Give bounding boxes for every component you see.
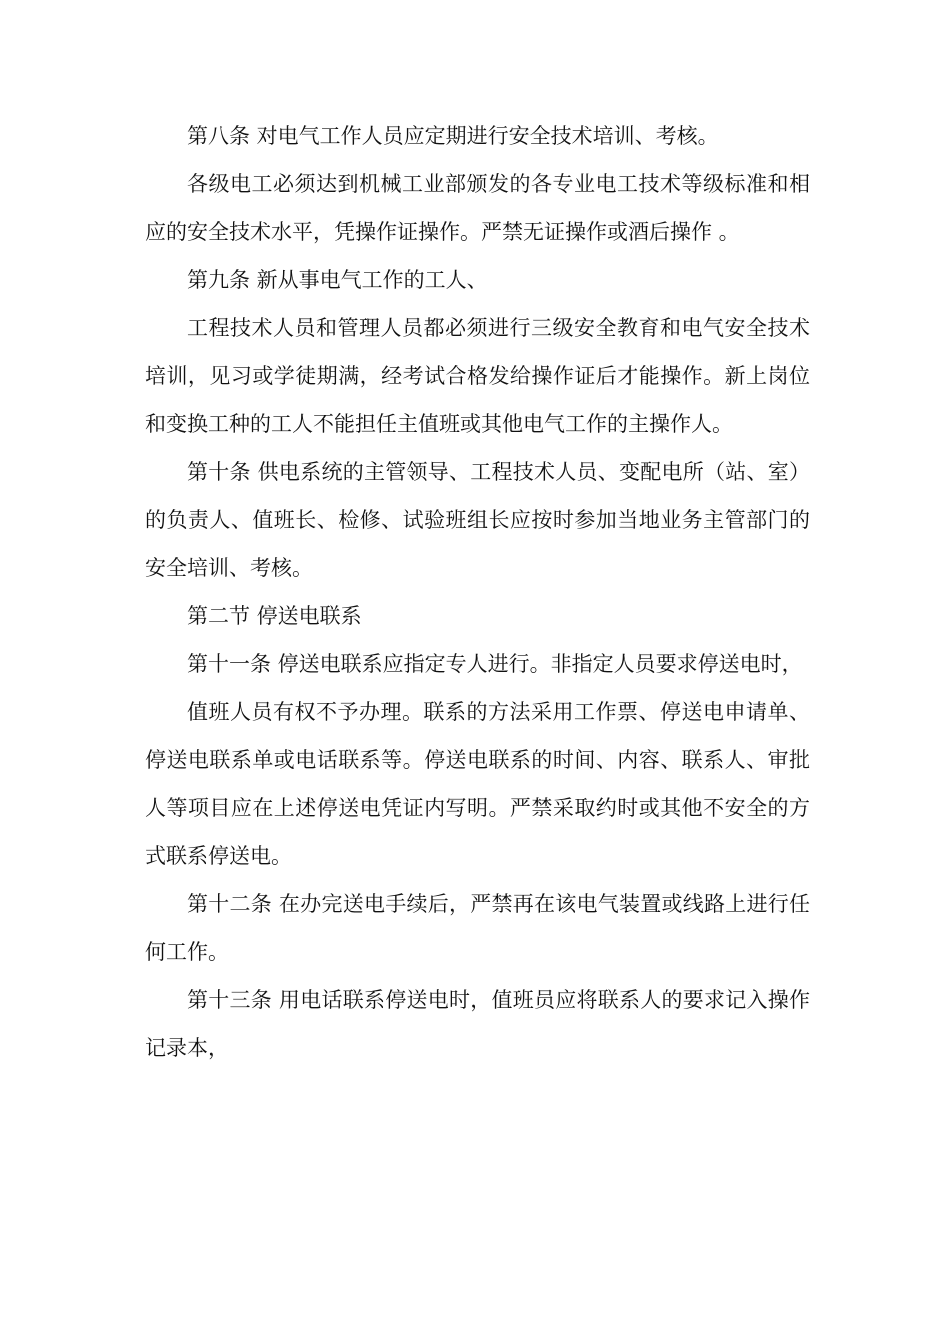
paragraph-contact-methods: 值班人员有权不予办理。联系的方法采用工作票、停送电申请单、停送电联系单或电话联系等。停送电联系的时间、内容、联系人、审批人等项目应在上述停送电凭证内写明。严禁采取约时或其他不安全的方式联系停送电。 <box>145 700 810 868</box>
paragraph-article-8: 第八条 对电气工作人员应定期进行安全技术培训、考核。 <box>187 124 719 148</box>
paragraph-article-11: 第十一条 停送电联系应指定专人进行。非指定人员要求停送电时， <box>187 652 803 676</box>
paragraph-article-13: 第十三条 用电话联系停送电时，值班员应将联系人的要求记入操作记录本， <box>145 988 810 1060</box>
paragraph-article-10: 第十条 供电系统的主管领导、工程技术人员、变配电所（站、室）的负责人、值班长、检修、试验班组长应按时参加当地业务主管部门的安全培训、考核。 <box>145 460 810 580</box>
section-heading: 第二节 停送电联系 <box>187 604 362 628</box>
paragraph-electrician-standards: 各级电工必须达到机械工业部颁发的各专业电工技术等级标准和相应的安全技术水平，凭操作证操作。严禁无证操作或酒后操作 。 <box>145 172 810 244</box>
paragraph-article-9: 第九条 新从事电气工作的工人、 <box>187 268 488 292</box>
document-body <box>145 112 810 1072</box>
paragraph-article-12: 第十二条 在办完送电手续后，严禁再在该电气装置或线路上进行任何工作。 <box>145 892 810 964</box>
paragraph-safety-education: 工程技术人员和管理人员都必须进行三级安全教育和电气安全技术培训，见习或学徒期满，经考试合格发给操作证后才能操作。新上岗位和变换工种的工人不能担任主值班或其他电气工作的主操作人。 <box>145 316 810 436</box>
